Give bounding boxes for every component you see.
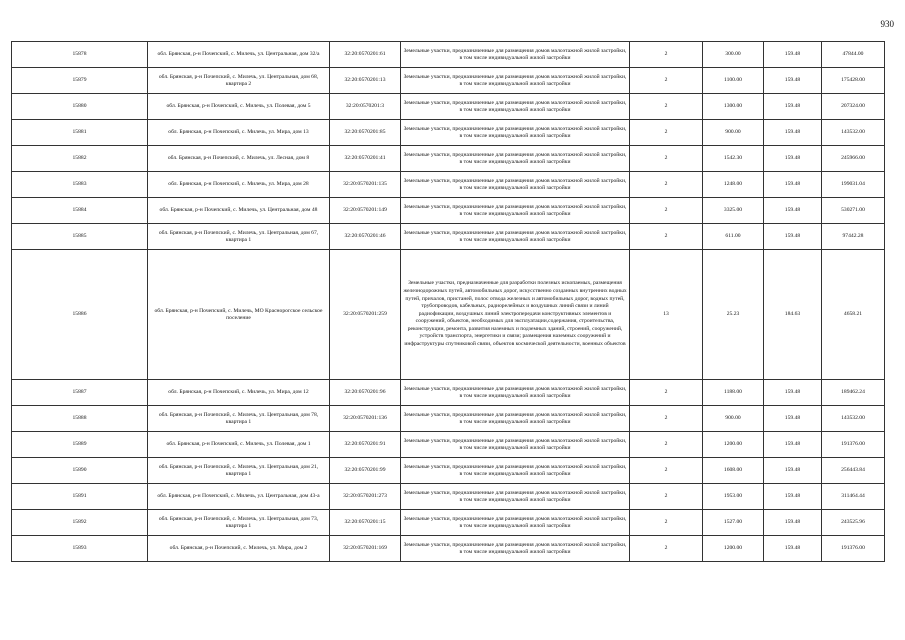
table-row xyxy=(12,432,885,458)
cadastral-number-cell: 32:20:0570201:135 xyxy=(330,172,401,198)
table-row xyxy=(12,484,885,510)
cadastral-number-cell: 32:20:0570201:136 xyxy=(330,406,401,432)
cadastral-value-cell: 191376.00 xyxy=(822,432,885,458)
cadastral-value-cell: 243525.96 xyxy=(822,510,885,536)
land-purpose-cell: Земельные участки, предназначенные для размещения домов малоэтажной жилой застройки, в том числе индивидуальной жилой застройки xyxy=(401,146,630,172)
cadastral-number-cell: 32:20:0570201:41 xyxy=(330,146,401,172)
cadastral-number-cell: 32:20:0570201:273 xyxy=(330,484,401,510)
address-cell: обл. Брянская, р-н Почепский, с. Милечь, ул. Лесная, дом 8 xyxy=(148,146,330,172)
table-row xyxy=(12,250,885,380)
cadastral-value-cell: 191376.00 xyxy=(822,536,885,562)
address-cell: обл. Брянская, р-н Почепский, с. Милечь, ул. Центральная, дом 21, квартира 1 xyxy=(148,458,330,484)
specific-value-cell: 159.48 xyxy=(764,42,822,68)
cadastral-value-cell: 199031.04 xyxy=(822,172,885,198)
address-cell: обл. Брянская, р-н Почепский, с. Милечь, ул. Полевая, дом 1 xyxy=(148,432,330,458)
cadastral-value-cell: 47844.00 xyxy=(822,42,885,68)
cadastral-number-cell: 32:20:0570201:91 xyxy=(330,432,401,458)
area-cell: 1188.00 xyxy=(703,380,764,406)
area-cell: 25.23 xyxy=(703,250,764,380)
row-number-cell: 15887 xyxy=(12,380,148,406)
row-number-cell: 15885 xyxy=(12,224,148,250)
table-row xyxy=(12,406,885,432)
cadastral-value-cell: 175428.00 xyxy=(822,68,885,94)
area-cell: 611.00 xyxy=(703,224,764,250)
land-purpose-cell: Земельные участки, предназначенные для размещения домов малоэтажной жилой застройки, в том числе индивидуальной жилой застройки xyxy=(401,42,630,68)
use-group-cell: 2 xyxy=(630,68,703,94)
row-number-cell: 15890 xyxy=(12,458,148,484)
use-group-cell: 2 xyxy=(630,484,703,510)
address-cell: обл. Брянская, р-н Почепский, с. Милечь, ул. Центральная, дом 68, квартира 2 xyxy=(148,68,330,94)
use-group-cell: 2 xyxy=(630,198,703,224)
specific-value-cell: 159.48 xyxy=(764,484,822,510)
row-number-cell: 15882 xyxy=(12,146,148,172)
specific-value-cell: 159.48 xyxy=(764,432,822,458)
cadastral-number-cell: 32:20:0570201:169 xyxy=(330,536,401,562)
land-purpose-cell: Земельные участки, предназначенные для размещения домов малоэтажной жилой застройки, в том числе индивидуальной жилой застройки xyxy=(401,120,630,146)
area-cell: 1248.00 xyxy=(703,172,764,198)
area-cell: 1953.00 xyxy=(703,484,764,510)
cadastral-value-cell: 311464.44 xyxy=(822,484,885,510)
specific-value-cell: 159.48 xyxy=(764,380,822,406)
use-group-cell: 2 xyxy=(630,458,703,484)
row-number-cell: 15884 xyxy=(12,198,148,224)
cadastral-number-cell: 32:20:0570201:85 xyxy=(330,120,401,146)
table-row xyxy=(12,146,885,172)
use-group-cell: 2 xyxy=(630,120,703,146)
area-cell: 3325.00 xyxy=(703,198,764,224)
row-number-cell: 15878 xyxy=(12,42,148,68)
specific-value-cell: 159.48 xyxy=(764,94,822,120)
cadastral-number-cell: 32:20:0570201:149 xyxy=(330,198,401,224)
row-number-cell: 15888 xyxy=(12,406,148,432)
land-purpose-cell: Земельные участки, предназначенные для размещения домов малоэтажной жилой застройки, в том числе индивидуальной жилой застройки xyxy=(401,94,630,120)
table-row xyxy=(12,68,885,94)
cadastral-number-cell: 32:20:0570201:96 xyxy=(330,380,401,406)
address-cell: обл. Брянская, р-н Почепский, с. Милечь, ул. Полевая, дом 5 xyxy=(148,94,330,120)
cadastral-value-cell: 143532.00 xyxy=(822,406,885,432)
area-cell: 1608.00 xyxy=(703,458,764,484)
specific-value-cell: 159.48 xyxy=(764,146,822,172)
specific-value-cell: 159.48 xyxy=(764,536,822,562)
address-cell: обл. Брянская, р-н Почепский, с. Милечь, ул. Центральная, дом 48 xyxy=(148,198,330,224)
area-cell: 1542.30 xyxy=(703,146,764,172)
address-cell: обл. Брянская, р-н Почепский, с. Милечь, ул. Центральная, дом 78, квартира 1 xyxy=(148,406,330,432)
row-number-cell: 15881 xyxy=(12,120,148,146)
cadastral-value-cell: 256443.84 xyxy=(822,458,885,484)
specific-value-cell: 159.48 xyxy=(764,406,822,432)
cadastral-value-cell: 207324.00 xyxy=(822,94,885,120)
land-purpose-cell: Земельные участки, предназначенные для размещения домов малоэтажной жилой застройки, в том числе индивидуальной жилой застройки xyxy=(401,510,630,536)
cadastral-value-cell: 530271.00 xyxy=(822,198,885,224)
area-cell: 300.00 xyxy=(703,42,764,68)
cadastral-number-cell: 32:20:0570201:13 xyxy=(330,68,401,94)
table-row xyxy=(12,458,885,484)
table-row xyxy=(12,198,885,224)
use-group-cell: 2 xyxy=(630,172,703,198)
land-purpose-cell: Земельные участки, предназначенные для размещения домов малоэтажной жилой застройки, в том числе индивидуальной жилой застройки xyxy=(401,198,630,224)
table-row xyxy=(12,224,885,250)
land-purpose-cell: Земельные участки, предназначенные для размещения домов малоэтажной жилой застройки, в том числе индивидуальной жилой застройки xyxy=(401,536,630,562)
use-group-cell: 2 xyxy=(630,432,703,458)
cadastral-number-cell: 32:20:0570201:99 xyxy=(330,458,401,484)
use-group-cell: 2 xyxy=(630,406,703,432)
page-number: 930 xyxy=(880,19,894,29)
cadastral-value-cell: 97442.28 xyxy=(822,224,885,250)
land-register-table xyxy=(11,41,885,562)
land-purpose-cell: Земельные участки, предназначенные для размещения домов малоэтажной жилой застройки, в том числе индивидуальной жилой застройки xyxy=(401,484,630,510)
land-purpose-cell: Земельные участки, предназначенные для размещения домов малоэтажной жилой застройки, в том числе индивидуальной жилой застройки xyxy=(401,458,630,484)
specific-value-cell: 159.48 xyxy=(764,458,822,484)
row-number-cell: 15879 xyxy=(12,68,148,94)
area-cell: 1200.00 xyxy=(703,536,764,562)
address-cell: обл. Брянская, р-н Почепский, с. Милечь, ул. Мира, дом 2 xyxy=(148,536,330,562)
cadastral-value-cell: 143532.00 xyxy=(822,120,885,146)
use-group-cell: 2 xyxy=(630,42,703,68)
area-cell: 900.00 xyxy=(703,406,764,432)
specific-value-cell: 159.48 xyxy=(764,198,822,224)
row-number-cell: 15892 xyxy=(12,510,148,536)
specific-value-cell: 159.48 xyxy=(764,224,822,250)
table-row xyxy=(12,94,885,120)
table-body xyxy=(12,42,885,562)
row-number-cell: 15893 xyxy=(12,536,148,562)
table-row xyxy=(12,42,885,68)
land-purpose-cell: Земельные участки, предназначенные для разработки полезных ископаемых, размещения железнодорожных путей, автомобильных дорог, искусственно созданных внутренних водных путей, причалов, пристаней, полос отвода железных и автомобильных дорог, водных путей, трубопроводов, кабельных, радиорелейных и воздушных линий связи и линий радиофикации, воздушных линий электропередачи конструктивных элементов и сооружений, объектов, необходимых для эксплуатации,содержания, строительства, реконструкции, ремонта, развития наземных и подземных зданий, строений, сооружений, устройств транспорта, энергетики и связи; размещения наземных сооружений и инфраструктуры спутниковой связи, объектов космической деятельности, военных объектов xyxy=(401,250,630,380)
area-cell: 1200.00 xyxy=(703,432,764,458)
cadastral-value-cell: 245966.00 xyxy=(822,146,885,172)
specific-value-cell: 159.48 xyxy=(764,172,822,198)
row-number-cell: 15880 xyxy=(12,94,148,120)
land-purpose-cell: Земельные участки, предназначенные для размещения домов малоэтажной жилой застройки, в том числе индивидуальной жилой застройки xyxy=(401,224,630,250)
cadastral-number-cell: 32:20:0570201:61 xyxy=(330,42,401,68)
use-group-cell: 2 xyxy=(630,224,703,250)
address-cell: обл. Брянская, р-н Почепский, с. Милечь, ул. Центральная, дом 67, квартира 1 xyxy=(148,224,330,250)
use-group-cell: 13 xyxy=(630,250,703,380)
specific-value-cell: 159.48 xyxy=(764,120,822,146)
address-cell: обл. Брянская, р-н Почепский, с. Милечь, ул. Мира, дом 13 xyxy=(148,120,330,146)
use-group-cell: 2 xyxy=(630,380,703,406)
area-cell: 1300.00 xyxy=(703,94,764,120)
address-cell: обл. Брянская, р-н Почепский, с. Милечь, ул. Мира, дом 28 xyxy=(148,172,330,198)
specific-value-cell: 184.63 xyxy=(764,250,822,380)
area-cell: 1100.00 xyxy=(703,68,764,94)
use-group-cell: 2 xyxy=(630,536,703,562)
cadastral-number-cell: 32:20:0570201:15 xyxy=(330,510,401,536)
table-row xyxy=(12,380,885,406)
cadastral-number-cell: 32:20:0570201:3 xyxy=(330,94,401,120)
land-purpose-cell: Земельные участки, предназначенные для размещения домов малоэтажной жилой застройки, в том числе индивидуальной жилой застройки xyxy=(401,406,630,432)
address-cell: обл. Брянская, р-н Почепский, с. Милечь, ул. Центральная, дом 43-а xyxy=(148,484,330,510)
row-number-cell: 15889 xyxy=(12,432,148,458)
table-row xyxy=(12,120,885,146)
row-number-cell: 15886 xyxy=(12,250,148,380)
row-number-cell: 15883 xyxy=(12,172,148,198)
row-number-cell: 15891 xyxy=(12,484,148,510)
address-cell: обл. Брянская, р-н Почепский, с. Милечь, ул. Мира, дом 12 xyxy=(148,380,330,406)
use-group-cell: 2 xyxy=(630,146,703,172)
specific-value-cell: 159.48 xyxy=(764,510,822,536)
area-cell: 1527.00 xyxy=(703,510,764,536)
cadastral-number-cell: 32:20:0570201:259 xyxy=(330,250,401,380)
table-row xyxy=(12,172,885,198)
table-row xyxy=(12,536,885,562)
address-cell: обл. Брянская, р-н Почепский, с. Милечь, МО Краснорогское сельское поселение xyxy=(148,250,330,380)
land-purpose-cell: Земельные участки, предназначенные для размещения домов малоэтажной жилой застройки, в том числе индивидуальной жилой застройки xyxy=(401,172,630,198)
table-row xyxy=(12,510,885,536)
land-purpose-cell: Земельные участки, предназначенные для размещения домов малоэтажной жилой застройки, в том числе индивидуальной жилой застройки xyxy=(401,380,630,406)
land-purpose-cell: Земельные участки, предназначенные для размещения домов малоэтажной жилой застройки, в том числе индивидуальной жилой застройки xyxy=(401,68,630,94)
area-cell: 900.00 xyxy=(703,120,764,146)
address-cell: обл. Брянская, р-н Почепский, с. Милечь, ул. Центральная, дом 32/а xyxy=(148,42,330,68)
specific-value-cell: 159.48 xyxy=(764,68,822,94)
cadastral-number-cell: 32:20:0570201:46 xyxy=(330,224,401,250)
use-group-cell: 2 xyxy=(630,510,703,536)
cadastral-value-cell: 189462.24 xyxy=(822,380,885,406)
cadastral-value-cell: 4658.21 xyxy=(822,250,885,380)
land-purpose-cell: Земельные участки, предназначенные для размещения домов малоэтажной жилой застройки, в том числе индивидуальной жилой застройки xyxy=(401,432,630,458)
use-group-cell: 2 xyxy=(630,94,703,120)
address-cell: обл. Брянская, р-н Почепский, с. Милечь, ул. Центральная, дом 73, квартира 1 xyxy=(148,510,330,536)
